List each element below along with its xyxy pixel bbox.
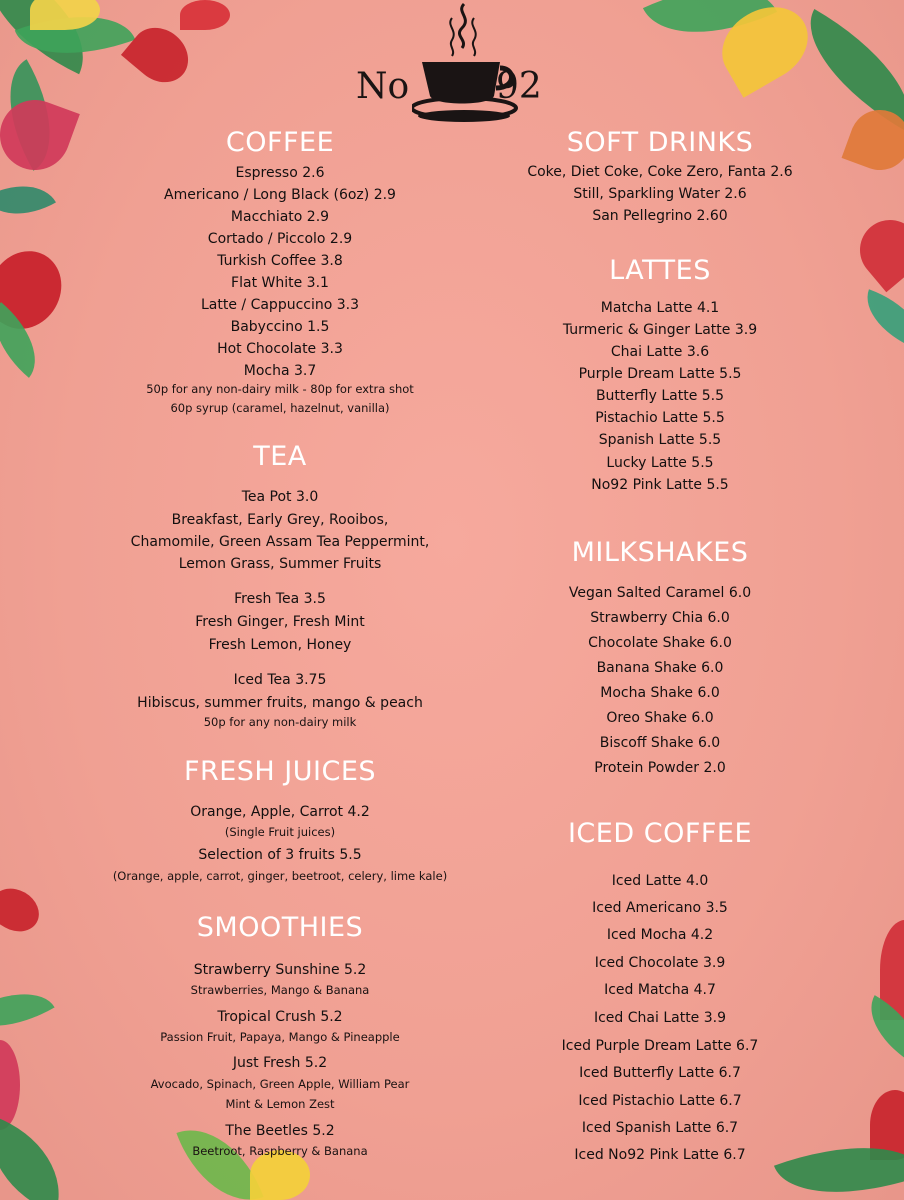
juice-line: Selection of 3 fruits 5.5 <box>198 847 362 863</box>
coffee-note: 60p syrup (caramel, hazelnut, vanilla) <box>170 401 390 415</box>
milkshake-item: Mocha Shake 6.0 <box>600 685 720 701</box>
milkshake-item: Protein Powder 2.0 <box>594 760 726 776</box>
coffee-item: Macchiato 2.9 <box>230 209 330 225</box>
tea-heading: TEA <box>253 441 307 472</box>
iced-coffee-item: Iced Latte 4.0 <box>611 873 709 889</box>
lattes-heading: LATTES <box>609 255 711 286</box>
smoothie-desc: Strawberries, Mango & Banana <box>190 983 370 997</box>
smoothie-desc: Avocado, Spinach, Green Apple, William Pear <box>150 1077 410 1091</box>
iced-coffee-item: Iced No92 Pink Latte 6.7 <box>574 1147 746 1163</box>
smoothies-heading: SMOOTHIES <box>196 912 364 943</box>
iced-coffee-item: Iced Pistachio Latte 6.7 <box>578 1093 742 1109</box>
tea-line: Fresh Ginger, Fresh Mint <box>195 614 365 630</box>
soft-drink-item: Coke, Diet Coke, Coke Zero, Fanta 2.6 <box>527 164 793 180</box>
milkshake-item: Strawberry Chia 6.0 <box>590 610 730 626</box>
milkshake-item: Banana Shake 6.0 <box>596 660 724 676</box>
juice-line: Orange, Apple, Carrot 4.2 <box>190 804 370 820</box>
latte-item: Lucky Latte 5.5 <box>606 455 714 471</box>
iced-coffee-item: Iced Spanish Latte 6.7 <box>581 1120 739 1136</box>
coffee-item: Americano / Long Black (6oz) 2.9 <box>164 187 396 203</box>
coffee-item: Turkish Coffee 3.8 <box>217 253 343 269</box>
latte-item: Matcha Latte 4.1 <box>600 300 720 316</box>
soft-drinks-heading: SOFT DRINKS <box>566 127 754 158</box>
milkshake-item: Oreo Shake 6.0 <box>606 710 714 726</box>
coffee-note: 50p for any non-dairy milk - 80p for extra shot <box>146 382 414 396</box>
coffee-item: Cortado / Piccolo 2.9 <box>207 231 353 247</box>
tea-line: Hibiscus, summer fruits, mango & peach <box>137 695 423 711</box>
juice-note: (Orange, apple, carrot, ginger, beetroot, celery, lime kale) <box>112 869 448 883</box>
latte-item: Purple Dream Latte 5.5 <box>578 366 742 382</box>
tea-line: Tea Pot 3.0 <box>241 489 319 505</box>
latte-item: Spanish Latte 5.5 <box>598 432 722 448</box>
juice-note: (Single Fruit juices) <box>224 825 336 839</box>
tea-note: 50p for any non-dairy milk <box>203 715 357 729</box>
iced-coffee-item: Iced Butterfly Latte 6.7 <box>579 1065 741 1081</box>
iced-coffee-item: Iced Matcha 4.7 <box>604 982 716 998</box>
soft-drink-item: Still, Sparkling Water 2.6 <box>573 186 747 202</box>
smoothie-name: The Beetles 5.2 <box>225 1123 335 1139</box>
tea-line: Breakfast, Early Grey, Rooibos, <box>171 512 389 528</box>
smoothie-desc: Mint & Lemon Zest <box>225 1097 335 1111</box>
iced-coffee-item: Iced Mocha 4.2 <box>606 927 714 943</box>
smoothie-desc: Passion Fruit, Papaya, Mango & Pineapple <box>160 1030 400 1044</box>
menu-right-column <box>470 0 850 1200</box>
logo-text-left: No <box>356 66 410 107</box>
smoothie-name: Tropical Crush 5.2 <box>217 1009 343 1025</box>
menu-left-column <box>70 0 490 1200</box>
latte-item: No92 Pink Latte 5.5 <box>591 477 729 493</box>
logo-text-right: 92 <box>496 66 542 107</box>
latte-item: Pistachio Latte 5.5 <box>595 410 725 426</box>
coffee-item: Hot Chocolate 3.3 <box>217 341 343 357</box>
coffee-item: Mocha 3.7 <box>243 363 317 379</box>
coffee-item: Espresso 2.6 <box>235 165 325 181</box>
iced-coffee-item: Iced Americano 3.5 <box>592 900 728 916</box>
milkshake-item: Vegan Salted Caramel 6.0 <box>568 585 752 601</box>
iced-coffee-item: Iced Chocolate 3.9 <box>594 955 726 971</box>
milkshake-item: Biscoff Shake 6.0 <box>599 735 721 751</box>
soft-drink-item: San Pellegrino 2.60 <box>592 208 728 224</box>
coffee-item: Babyccino 1.5 <box>230 319 330 335</box>
tea-line: Fresh Tea 3.5 <box>234 591 326 607</box>
coffee-item: Latte / Cappuccino 3.3 <box>200 297 360 313</box>
iced-coffee-item: Iced Purple Dream Latte 6.7 <box>561 1038 759 1054</box>
juices-heading: FRESH JUICES <box>183 756 377 787</box>
iced-coffee-item: Iced Chai Latte 3.9 <box>593 1010 727 1026</box>
tea-line: Iced Tea 3.75 <box>233 672 327 688</box>
tea-line: Chamomile, Green Assam Tea Peppermint, <box>130 534 430 550</box>
latte-item: Butterfly Latte 5.5 <box>595 388 725 404</box>
smoothie-name: Just Fresh 5.2 <box>232 1055 328 1071</box>
coffee-heading: COFFEE <box>225 127 335 158</box>
coffee-item: Flat White 3.1 <box>231 275 329 291</box>
tea-line: Fresh Lemon, Honey <box>208 637 352 653</box>
milkshakes-heading: MILKSHAKES <box>571 537 749 568</box>
smoothie-name: Strawberry Sunshine 5.2 <box>193 962 367 978</box>
milkshake-item: Chocolate Shake 6.0 <box>588 635 732 651</box>
smoothie-desc: Beetroot, Raspberry & Banana <box>192 1144 368 1158</box>
latte-item: Turmeric & Ginger Latte 3.9 <box>562 322 758 338</box>
tea-line: Lemon Grass, Summer Fruits <box>178 556 382 572</box>
latte-item: Chai Latte 3.6 <box>610 344 710 360</box>
iced-coffee-heading: ICED COFFEE <box>567 818 753 849</box>
